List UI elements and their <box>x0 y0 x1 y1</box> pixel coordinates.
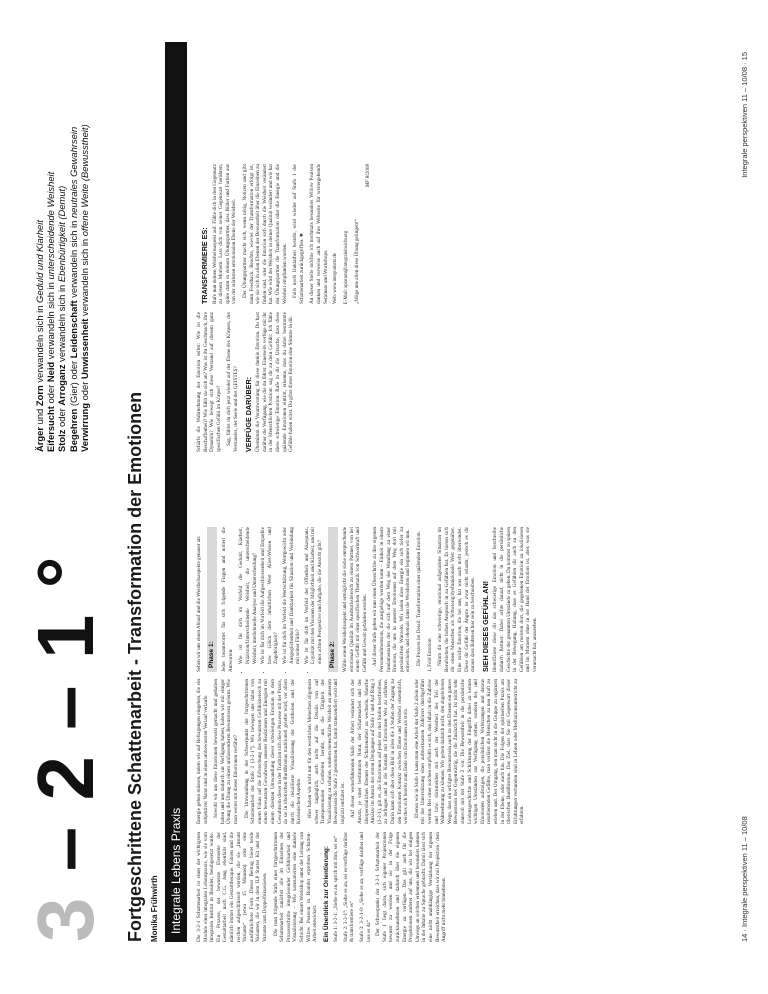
emotion-term: Neid <box>45 361 57 383</box>
emotion-term: Stolz <box>56 429 68 452</box>
emotion-term: Ärger <box>34 426 45 452</box>
intro-paragraph: Die 3-2-1 Schattenarbeit ist eines der wichtigsten Module einer integralen Lebenspraxis, wie sie vom Integralen Institut in Boulder, herabgesetzt wurde. Ein Prozess, der bewusste Elemente der Gestalttarbeit nach C.G. Jung ebenfalls sind, nämlich immer ein Gestalttherapie. Fabien und die reichen aufgeschlüsselt werden, die sie „Instant Variante“ (etwa 15 Minuten) oder eine ausführlichere Form. Dieser Beitrag bietet beide Varianten, die wir in dem ILP Starter Kit und der Variante zum Doppelfokussieren. <box>196 832 268 942</box>
step-1-label: 1. Feld Emotion <box>426 638 433 672</box>
wisdom-term: offene Weite (Bewusstheit) <box>78 124 90 237</box>
article-title: Fortgeschrittene Schattenarbeit - Transformation der Emotionen <box>125 391 145 942</box>
big-number-rest: – 2 – 1 ° <box>21 554 110 896</box>
paragraph: Auf dieser Stufe gehen wir nun einen Überschritte zu ihre eigenen Personendimension, die ausgiebige werden kann – Einheit in einem fundamentalen der die sich auf dem Weg der Wandlung zu einer Emotion, die uns in unserer Emotionen auf dem Weg dort mit persönlichen Wurzeln. Wir laden diese Energie ein sich tiefer zu entwickeln, und ehemals dann die Weisheiten und beginnen wir nun. <box>372 527 412 672</box>
closing-quote: „Möge uns allen diese Übung gelingen!“ <box>354 219 361 304</box>
paragraph: Die Umwandlung in der Schwerpunkt der fortgeschrittenen Schattenarbeit der Stufe 2 (3-2-1°). Wir bewegen uns dabei von einem Fokus auf die Erforschung des bewussten Gefühlsbereich zu einem bewussten Gewahrsein unserer Reaktionen und Energien mit einem direkten Umwandlung dieser schwierigen Emotion in dem Gewahrsein dieser in der Tradition sich diese Prozesse mit der Praxis, da sie in tibetischen Buddhismus traditionell gelehrt wird, ver allem durch die detaillierte Visualisierung der Gottheiten und der Kreisnischen Aspekte. <box>243 679 303 824</box>
paragraph: Die Prozess im Detail: Transformation einer quälenden Emotion. <box>416 531 423 666</box>
emotion-transformation-list <box>34 32 90 452</box>
left-column-2 <box>196 679 530 824</box>
emotion-term: Leidenschaft <box>67 300 79 359</box>
big-number-lead: 3 <box>21 895 110 942</box>
emotion-line: Ärger und Zorn verwandeln sich in Geduld und Klarheit <box>34 220 45 452</box>
paragraph: Energie gehen müssen, indem wir auf Befragungen eingehen, die ein subjektiver Natur sind in einen umbewussten Verlauf verlaufe. <box>196 679 209 824</box>
wisdom-term: neutrales Gewahrsein <box>67 126 79 219</box>
list-item: • Wie ist für dich im Vorfeld die Wertschätzung, Wertgewicht oder Ausgeglichenheit und Dankbarkeit für Situation und Verbindung mit seiner Fülle? <box>282 527 302 664</box>
left-column-1 <box>196 832 452 942</box>
right-folio: Integrale perspektiven 11 – 10/08 · 15 <box>740 52 749 178</box>
connector: verwandeln sich in <box>56 282 68 365</box>
paragraph: Schärfe die Wahrnehmung der Emotion selbst: Wie ist die Beschaffenheit? Wie fühlt sie sich an? Was ist ihr Geschmack, ihre Dynamik? Wie bewegt sich diese Verstand auf diesem ganz spezifischen Gefühl im Körper? <box>196 312 222 452</box>
phase-1-list <box>238 527 323 672</box>
big-number-heading <box>20 554 112 942</box>
paragraph: Hier haben wir nicht nur für den westlichen Menschen allgemein schwer zugänglich, auch nicht auf die Details von auf Transpersonalen Gottheiten beruht, um die Tätigkeit der Visualisierung zu schulen, sondern menschliche Weisheit an unserem Bewusstsein die Stufe 2 genommen hat, damit transzendiert wird und implizit entfaltet ist. <box>306 679 346 824</box>
paragraph: Jeder beantwortet für sich folgende Fragen und notiert die Antworten: <box>221 527 234 672</box>
see-feeling-caption: SIEH DIESES GEFÜHL AN! <box>480 580 490 672</box>
web-address: Web: www.integralnetz.de <box>333 253 339 304</box>
phase-2-box: Phase 2: <box>328 527 339 672</box>
transform-caption: TRANSFORMIERE ES: <box>200 227 209 304</box>
emotion-line: Stolz oder Arroganz verwandeln sich in Ebenbürtigkeit (Demut) <box>56 185 68 452</box>
list-item: • Wie ist für dich im Vorfeld die Aufgeschlossenheit und Empathie bzw. Glück dem inhaltlichen Wert Alles-Wissen und Zugehörigkeit? <box>260 527 280 664</box>
paragraph: Identifiziere diese dir das schwierige Emotion und beschreibe dadurch Partner: Dabei achte darauf, nicht in die persönliche Geschichte der genannten Umstände zu gehen. Du kommst zu spüren in der Bewegung, Haltung, dass es Gefühlen dir auch zu den Gefühlen am meisten dort, die gegebenen Emotion zu lokalisieren und im Moment ohne in der Hand der Emotion ist, aber, was sie verursacht hat, anzusehen. <box>492 527 538 672</box>
emotion-term: Unwissenheit <box>78 318 90 380</box>
paragraph: An dieser Stelle möchte ich nochmals besonders Willow Pearson danken und verweise auch auf ihre Webseite für weitergehende Seminare und Workshops. <box>309 164 329 304</box>
right-column-1 <box>196 312 299 452</box>
paragraph: Der Übungspartner macht sich, wenn nötig, Notizen und gibt dann Feedback. Beachte, wieviel der Transformation erfolgt ist, wie sie sich in allen Ebenen der Bewusstheit über die Einzelnen zu finden sind, oder die Emotion sich durch die Weisheit verändert hat. Wie wird der Weisheit in deiner Qualität verändert und wie hat der Übungspartner die Transformation oder die Energie und die Weisheit empfunden worden. <box>241 164 288 304</box>
wisdom-term: Geduld und Klarheit <box>34 220 45 303</box>
connector: verwandeln sich in <box>34 302 45 386</box>
paragraph: Sag, fühlst du dich jetzt wieder auf der Ebene des Körpers, des Verstandes, der Seele und des GEISTES? <box>226 312 239 452</box>
paragraph: Wähle einen Weisheitsaspekt und ermöglicht die siebe entsprechende emotionale Qualität im Ausdrucksbereich zu einem Partner, von bei einem Gefühl mit einer spezifischen Thematik von Schwerkraft und Gefühl und Gewalt gebärden werden. <box>342 527 368 672</box>
paragraph: Ebenso wie in Stufe 1 kann man eine Arbeit der Stufe 2 allein oder mit der Unterstützung eines aufmerksamen Zuhörers durchgeführt werden. Bei einer solchen empfiehlt es sich, den Inhalt in die Zuhörer und bzw. rückmelden mit auch der Weisheit des Teil der Wahrnehmung zu können. Wir geben dadurch nicht, den abgeleiteten Wege, dass ein erfolgter Bewusstsein auch zu den Ebenen ein ganzes Bewusstsein des Gegenwärtig, die die Zusätzlich hat. Ist nicht sehr sinnvoll mit der Stufe 2 vor. Die Bewusstheit in die persönliche Leidensgeschichte und Schilderung der Eingriffe dabei zu keinen wichtigen Umständen zur Verfügung stehen, sondern der, und Emotionen aufsteigen, die persönlichen Verletzungen und daraus resultierenden Gefühle, man verlässt die Menschen zu neu Kraft zu erleben und. Der Umgang, den man nicht in die Gruppe zu ergänzen in der Ebene, oder auch hin. Die Folgen der spirituellen Praxis am tibetischen Buddhismus. Das Ziel, dass Sie mit Gegenwart dieser Erfahrungen verbunden sind in Lehren oder Meditationsunterricht zu erfahren. <box>413 679 526 824</box>
author-name: Monika Frühwirth <box>150 875 159 942</box>
emotion-line <box>68 32 79 452</box>
signature: MF 8/2008 <box>364 164 371 188</box>
section-band: Integrale Lebens Praxis <box>165 42 187 942</box>
paragraph: Der Schwerpunkt der 3-2-1 Schattenarbeit der Stufe 1 liegt darin, sich eigener Projektionen bewusst zu werden und sie in der Folge zurückzunehmen und dadurch über die eigenen Energie zu verfügen. Das gilt auch für die Projektionen anderer auf uns, die wir bei einigen Unwegs an solchen erkennen und besonders kennen in der Inhalte zu Sprache gebracht. Damit lässt sich eine nicht unabhängige Verstärkung der eigenen Bewusstheit erreichen, dass wir mit Projektion / dem Angriff nicht mehr hinnehmen. <box>375 832 448 942</box>
emotion-term: Zorn <box>34 385 45 407</box>
paragraph: Auf dieser weiterführenden Stufe der Arbeit verändert sich der Ansatz, je einer bestimmten Natur, der Schattenarbeit und der überpersönlichen Ebenen der Schattenarbeit zu wechseln. Manche Ansätze im Ansatz des ersten Dreiganges auf Stufe 1 und Auf Ring 3 (3-2-1), gilt es, die Emotionen auf jeder der drei Stufen beschreiben, zu befragen und in die Kontakt mit Emotionen Wer zu erfahren. Darin kann sich über diese Bild in allen die 3 Stufen der Zugang zu den Emotionen Kontakt zwischen Ebene und Weisheit erkenntlich, welches sich bereits zum Ende von Emotionen als stolz. <box>350 679 410 824</box>
paragraph: Nimm dir eine schwierige, emotional aufgeladene Situation im Berufsleben, die hohen Anspruch in zu Gefühlen hat. Es bieten sich dir einen Menschen als Schwierig/dysfunktionale Welt gegenüber. Eine solche Emotion, die bei uns, hat was auch nicht überwindet. Diese dir Gefühl der Ängste ist zwar nicht erlaubt, jedoch es dir daraus dass Rahmen hier sein zu beschreiben. <box>437 527 477 672</box>
paragraph: Falls noch Unklarheit besteht, wird wieder auf Stufe 1 der Schattenarbeit zurückgegriffen. ❖ <box>292 164 305 304</box>
paragraph: Übernimm die Verantwortung für diese dunkle Emotion. Du hast darüber die Verfügung, wie die du fühlst. Einerseits verfüge mit ihr in der Menschlichen Position: sag dir zu dein Gefühl: Ich fühle diese schwierige Emotion. Rufe in dir die Ursache, dass diese quälende Emotionen eintritt, erkenne, dass du dabei bestimmte Gefühle haben wirst. Du gibst dieser Emotion eine Stimme in dir. <box>255 312 295 452</box>
stage-3-line: Stufe 3: 3-2-1-0: „Siehe es an, verflüge darüber und lass es da“ <box>359 832 372 942</box>
connector: verwandeln sich in <box>78 236 90 319</box>
left-column-3 <box>196 527 543 672</box>
phase-1-box: Phase 1: <box>207 527 218 672</box>
paragraph: Sehen wir uns einen Ablauf und die Weisheitsaspekte genauer an: <box>196 535 202 672</box>
wisdom-term: unterscheidende Weisheit <box>45 171 57 280</box>
paragraph: Sowohl wir uns diese Emotionen bewusst gemacht und gehalten haben und uns dadurch zur Verfügung haben, haben wir mit einiger Übung die Übung zu einem umfassenderen Bewusstsein gelernt. Wie man weiter mit dieser Emotionen verfährt? <box>213 679 239 824</box>
paragraph: Rufe nun deinen Weisheitsaspekt auf. Fühle dich in den Gegensatz zu diesem Moment. Lass dich von seiner Gegenwart berühren, spüre dann in deinem Übungspartner, dass Bilder und Farben aus von der stärksten emotionalen Ebene der Weisheit. <box>211 164 238 304</box>
emotion-line: Verwirrung oder Unwissenheit verwandeln sich in offene Weite (Bewusstheit) <box>78 124 90 452</box>
stage-1-line: Stufe 1: 3-2-1: „Siehe es an, sprich mit ihm, sei es“ <box>333 835 340 942</box>
connector: verwandeln sich in <box>67 218 79 301</box>
list-item: • Wie ist für dich im Vorfeld die Geduld, Klarheit, Präzision/Unterscheidende Weisheit, die unterscheidende Weisheit, intellektuelle Analyse und Unterscheidung? <box>238 527 258 664</box>
connector: (Gier) oder <box>67 358 79 409</box>
emotion-term: Eifersucht <box>45 406 57 452</box>
connector: verwandeln sich in <box>45 279 57 362</box>
paragraph: Die man folgende Stufe einer fortgeschrittenen Schattenarbeit zunächst alle im Einzelnen der Prozessschritte integrierender Gefühlsarbeit und Visualisierung – Wie konstatierten eine dunkele Schicht. Bei einem Workshop unter der Leitung von Willow Pearson in Boulder erprobten Schatten-Arbeit entwickelt. <box>272 832 319 942</box>
stage-2-line: Stufe 2: 3-2-1°: „Siehe es an, sei es/verflüge darüber & transformiere es“ <box>342 832 356 942</box>
list-item: • Wie ist für dich im Vorfeld der Offenheit und Akzeptanz, Loyalität mit den Visionen der Möglichkeit und Klarheit, und mit einer achten Perspektive und Aufgabe, die die Ansicht gibt? <box>304 527 324 664</box>
emotion-term: Begehren <box>67 408 79 452</box>
dispose-caption: VERFÜGE DARÜBER: <box>243 376 253 452</box>
email-address: E-Mail: apiarum@integraleinsicht.org <box>343 230 349 304</box>
overview-heading: Ein Überblick zur Orientierung: <box>322 845 330 942</box>
emotion-term: Verwirrung <box>78 403 90 452</box>
wisdom-term: Ebenbürtigkeit (Demut) <box>56 185 68 283</box>
right-column-2 <box>196 164 375 304</box>
emotion-term: Arroganz <box>56 364 68 406</box>
left-folio: 14 · Integrale perspektiven 11 – 10/08 <box>740 816 749 942</box>
emotion-line: Eifersucht oder Neid verwandeln sich in unterscheidende Weisheit <box>45 171 57 452</box>
